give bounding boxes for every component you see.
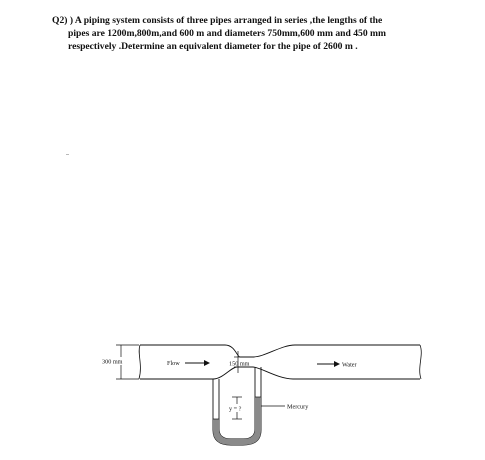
question-line-1: Q2) ) A piping system consists of three pipes arranged in series ,the lengths of the [52, 15, 383, 26]
deflection-label: y = ? [229, 405, 242, 413]
pipe-left-end [139, 345, 140, 379]
pipe-top-wall [140, 345, 420, 357]
scan-speck [66, 154, 69, 155]
pipe-right-end [420, 345, 422, 379]
question-line-3: respectively .Determine an equivalent diameter for the pipe of 2600 m . [68, 41, 358, 53]
question-text [52, 14, 452, 54]
water-label: Water [342, 361, 357, 369]
flow-label: Flow [167, 360, 180, 367]
throat-diameter-label: 150 mm [229, 360, 250, 368]
pipe-bottom-wall [140, 367, 420, 379]
mercury-label: Mercury [287, 403, 309, 411]
pipe-diameter-label: 300 mm [102, 358, 123, 366]
question-line-2: pipes are 1200m,800m,and 600 m and diameters 750mm,600 mm and 450 mm [68, 28, 387, 40]
venturi-meter-diagram [95, 335, 435, 455]
